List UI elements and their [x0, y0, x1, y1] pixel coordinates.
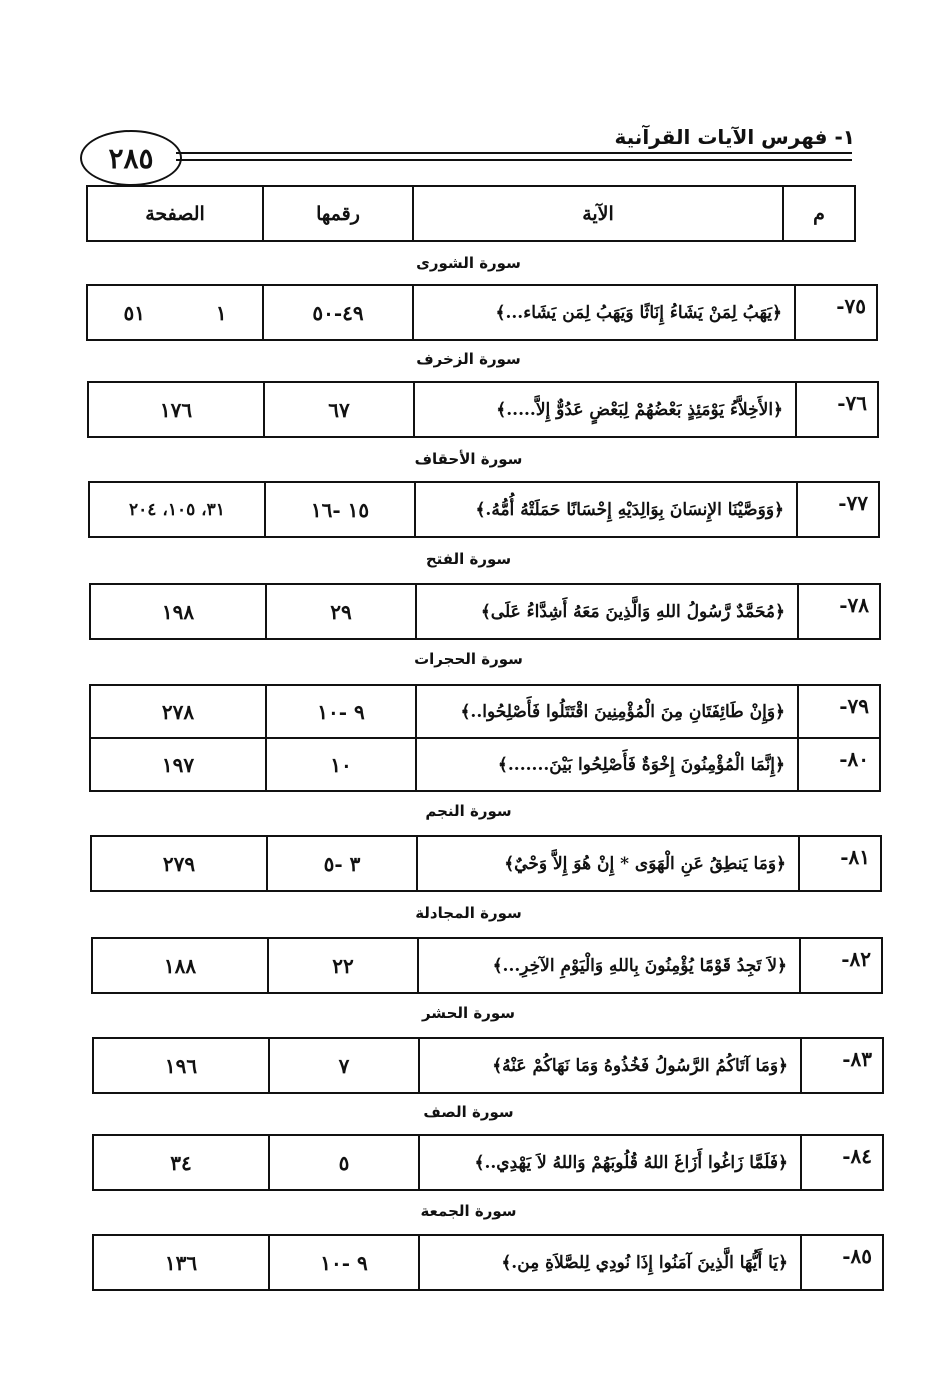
- table-row: [93, 1135, 883, 1190]
- ayah-text: ﴿وَمَا آتَاكُمُ الرَّسُولُ فَخُذُوهُ وَمَا نَهَاكُمْ عَنْهُ﴾: [419, 1038, 801, 1093]
- page-references: [87, 285, 263, 340]
- surah-title: سورة الجمعة: [420, 1202, 517, 1220]
- ayah-number: ١٠: [266, 738, 416, 791]
- header-rule: [176, 152, 852, 154]
- surah-title: سورة الحجرات: [414, 650, 523, 668]
- ayah-table: [87, 381, 879, 438]
- ayah-number: ٤٩-٥٠: [263, 285, 413, 340]
- entry-number: ٨٢-: [800, 938, 882, 993]
- ayah-number: ٩ -١٠: [269, 1235, 419, 1290]
- entry-number: ٨٠-: [798, 738, 880, 791]
- page-reference: ١٩٦: [93, 1038, 269, 1093]
- surah-title: سورة الصف: [423, 1103, 514, 1121]
- table-row: [87, 285, 877, 340]
- page-reference: ١: [215, 300, 227, 325]
- page-reference: ٢٧٩: [91, 836, 267, 891]
- surah-title: سورة الفتح: [425, 550, 512, 568]
- ayah-text: ﴿يَا أَيُّهَا الَّذِينَ آمَنُوا إِذَا نُودِي لِلصَّلاَةِ مِن.﴾: [419, 1235, 801, 1290]
- ayah-table: [89, 583, 881, 640]
- surah-title: سورة المجادلة: [415, 904, 522, 922]
- column-header-ayah: الآية: [413, 186, 783, 241]
- ayah-table: [92, 1234, 884, 1291]
- ayah-table: [92, 1037, 884, 1094]
- ayah-text: ﴿وَإِنْ طَائِفَتَانِ مِنَ الْمُؤْمِنِينَ اقْتَتَلُوا فَأَصْلِحُوا..﴾: [416, 685, 798, 738]
- table-row: [89, 482, 879, 537]
- page-reference: ١٣٦: [93, 1235, 269, 1290]
- header-rule: [176, 159, 852, 161]
- table-row: [90, 685, 880, 738]
- ayah-table: [92, 1134, 884, 1191]
- page-reference: ٢٧٨: [90, 685, 266, 738]
- ayah-text: ﴿وَوَصَّيْنَا الإِنسَانَ بِوَالِدَيْهِ إِحْسَانًا حَمَلَتْهُ أُمُّهُ.﴾: [415, 482, 797, 537]
- ayah-table: [88, 481, 880, 538]
- ayah-table: [91, 937, 883, 994]
- ayah-text: ﴿الأَخِلاَّءُ يَوْمَئِذٍ بَعْضُهُمْ لِبَعْضٍ عَدُوٌّ إِلاَّ.....﴾: [414, 382, 796, 437]
- entry-number: ٨٤-: [801, 1135, 883, 1190]
- column-header-page: الصفحة: [87, 186, 263, 241]
- table-row: [93, 1038, 883, 1093]
- ayah-text: ﴿لاَ تَجِدُ قَوْمًا يُؤْمِنُونَ بِاللهِ وَالْيَوْمِ الآخِرِ...﴾: [418, 938, 800, 993]
- table-row: [93, 1235, 883, 1290]
- page-reference: ٣٤: [93, 1135, 269, 1190]
- entry-number: ٧٥-: [795, 285, 877, 340]
- table-row: [88, 382, 878, 437]
- surah-title: سورة الزخرف: [416, 350, 521, 368]
- entry-number: ٧٧-: [797, 482, 879, 537]
- table-row: [91, 836, 881, 891]
- ayah-table: [89, 684, 881, 792]
- entry-number: ٨٥-: [801, 1235, 883, 1290]
- ayah-text: ﴿إِنَّمَا الْمُؤْمِنُونَ إِخْوَةٌ فَأَصْلِحُوا بَيْنَ.......﴾: [416, 738, 798, 791]
- ayah-text: ﴿فَلَمَّا زَاغُوا أَزَاغَ اللهُ قُلُوبَهُمْ وَاللهُ لاَ يَهْدِي..﴾: [419, 1135, 801, 1190]
- ayah-text: ﴿مُحَمَّدٌ رَّسُولُ اللهِ وَالَّذِينَ مَعَهُ أَشِدَّاءُ عَلَى﴾: [416, 584, 798, 639]
- page-reference: ١٩٨: [90, 584, 266, 639]
- page-reference: ١٩٧: [90, 738, 266, 791]
- index-title: ١- فهرس الآيات القرآنية: [614, 125, 855, 149]
- ayah-number: ٢٢: [268, 938, 418, 993]
- surah-title: سورة الأحقاف: [414, 450, 523, 468]
- ayah-number: ٧: [269, 1038, 419, 1093]
- ayah-number: ٦٧: [264, 382, 414, 437]
- ayah-number: ٥: [269, 1135, 419, 1190]
- ayah-number: ٢٩: [266, 584, 416, 639]
- ayah-number: ١٥ -١٦: [265, 482, 415, 537]
- ayah-table: [90, 835, 882, 892]
- entry-number: ٨١-: [799, 836, 881, 891]
- page-reference: ١٧٦: [88, 382, 264, 437]
- entry-number: ٧٨-: [798, 584, 880, 639]
- table-row: [90, 738, 880, 791]
- column-header-number: م: [783, 186, 855, 241]
- ayah-number: ٣ -٥: [267, 836, 417, 891]
- page-reference: ١٨٨: [92, 938, 268, 993]
- surah-title: سورة الشورى: [416, 254, 521, 272]
- entry-number: ٧٦-: [796, 382, 878, 437]
- column-header-ayah-number: رقمها: [263, 186, 413, 241]
- entry-number: ٨٣-: [801, 1038, 883, 1093]
- column-header-table: [86, 185, 856, 242]
- entry-number: ٧٩-: [798, 685, 880, 738]
- ayah-number: ٩ -١٠: [266, 685, 416, 738]
- ayah-table: [86, 284, 878, 341]
- page-reference: ٣١، ١٠٥، ٢٠٤: [89, 482, 265, 537]
- surah-title: سورة النجم: [425, 802, 512, 820]
- table-row: [92, 938, 882, 993]
- ayah-text: ﴿وَمَا يَنطِقُ عَنِ الْهَوَى * إِنْ هُوَ إِلاَّ وَحْيٌ﴾: [417, 836, 799, 891]
- page-reference: ٥١: [123, 300, 145, 325]
- table-row: [90, 584, 880, 639]
- surah-title: سورة الحشر: [421, 1004, 516, 1022]
- page-header: [0, 0, 937, 200]
- page-number: ٢٨٥: [80, 130, 182, 186]
- ayah-text: ﴿يَهَبُ لِمَنْ يَشَاءُ إِنَاثًا وَيَهَبُ لِمَن يَشَاء...﴾: [413, 285, 795, 340]
